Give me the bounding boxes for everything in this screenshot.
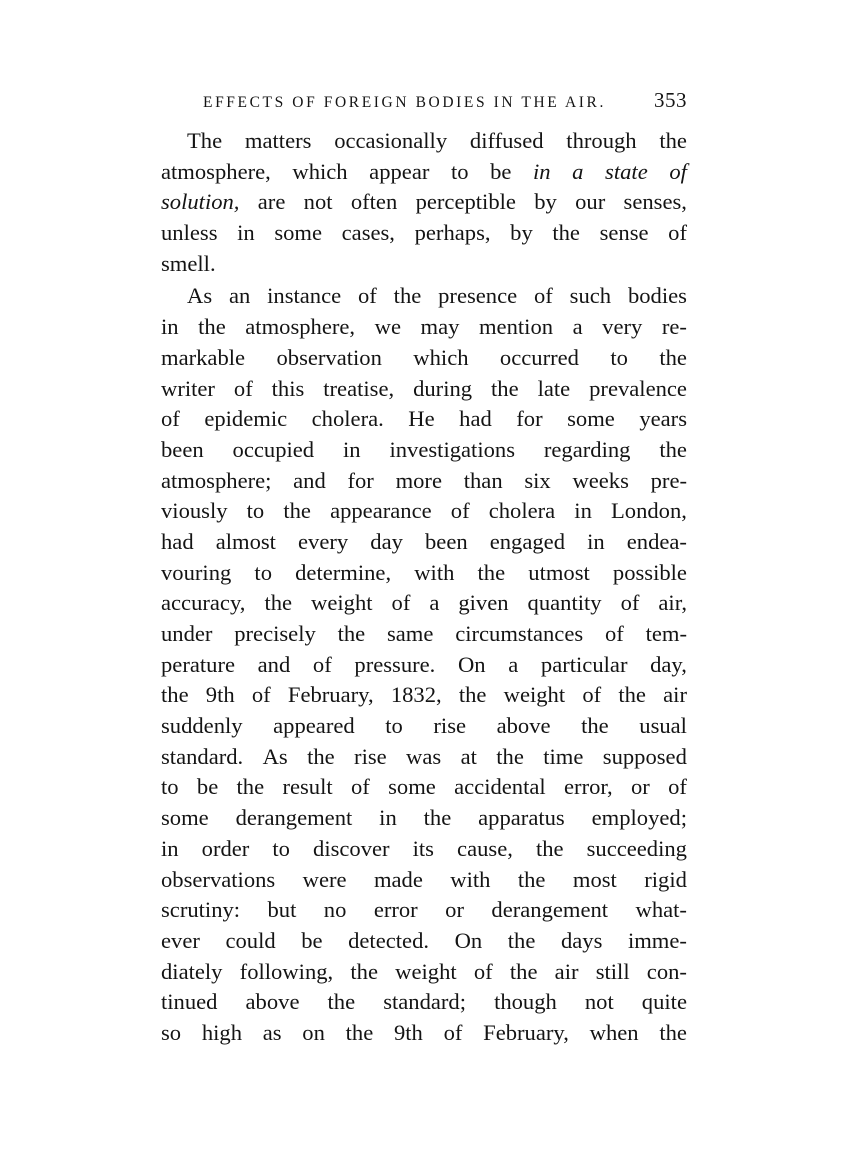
word: of <box>668 220 687 246</box>
text-line <box>161 803 687 834</box>
word: during <box>413 375 473 401</box>
text-line <box>161 527 687 558</box>
word: in <box>343 436 361 462</box>
word: error, <box>564 774 613 800</box>
word: in <box>533 158 551 184</box>
text-line <box>161 987 687 1018</box>
word: the <box>507 927 536 953</box>
word: a <box>572 158 584 184</box>
word: the <box>659 344 687 370</box>
word: its <box>412 835 434 861</box>
body-text <box>161 126 687 1049</box>
word: of <box>534 283 553 309</box>
word: of <box>604 621 624 646</box>
paragraph <box>161 281 687 1048</box>
text-line <box>161 187 687 218</box>
word: cholera. <box>311 406 384 432</box>
word: solution, <box>161 189 240 215</box>
word: to <box>246 498 265 524</box>
word: were <box>302 866 347 892</box>
word: by <box>534 189 557 215</box>
word: in <box>574 498 592 524</box>
text-line <box>161 619 687 650</box>
word: than <box>463 467 503 493</box>
word: for <box>347 467 374 493</box>
word: As <box>262 743 288 769</box>
word: of <box>473 958 493 984</box>
word: a <box>572 314 583 340</box>
word: a <box>508 651 519 677</box>
word: mention <box>478 314 554 340</box>
text-line <box>161 711 687 742</box>
word: of <box>668 774 687 800</box>
word: appeared <box>273 713 355 739</box>
word: imme- <box>627 927 687 953</box>
word: the <box>552 220 580 246</box>
word: years <box>639 406 687 432</box>
word: day, <box>650 651 687 677</box>
word: of <box>620 590 640 616</box>
word: appear <box>369 158 430 184</box>
word: particular <box>540 651 628 677</box>
word: endea- <box>626 528 687 554</box>
word: precisely <box>234 621 316 646</box>
paragraph <box>161 126 687 279</box>
word: tem- <box>645 621 687 646</box>
word: to <box>254 559 272 585</box>
word: the <box>327 989 356 1015</box>
word: epidemic <box>204 406 288 432</box>
word: the <box>337 621 366 646</box>
word: in <box>587 528 605 554</box>
word: the <box>517 866 546 892</box>
word: possible <box>612 559 687 585</box>
word: utmost <box>528 559 590 585</box>
word: the <box>659 1019 687 1045</box>
word: detected. <box>348 927 430 953</box>
word: to <box>385 713 403 739</box>
word: day <box>370 528 403 554</box>
word: air <box>663 682 687 708</box>
word: the <box>581 713 609 739</box>
word: of <box>233 375 253 401</box>
word: occasionally <box>334 128 448 153</box>
word: high <box>201 1019 242 1045</box>
word: for <box>516 406 543 432</box>
word: derangement <box>235 805 353 831</box>
word: rise <box>354 743 387 769</box>
word: the <box>283 498 311 524</box>
word: vouring <box>161 559 232 585</box>
word: be <box>196 774 219 800</box>
word: rise <box>433 713 467 739</box>
word: six <box>524 467 551 493</box>
word: no <box>323 897 347 923</box>
word: given <box>458 590 509 616</box>
word: our <box>575 189 606 215</box>
word: standard; <box>383 989 467 1015</box>
text-line <box>161 680 687 711</box>
word: air <box>554 958 579 984</box>
text-line <box>161 435 687 466</box>
word: the <box>236 774 265 800</box>
word: in <box>379 805 397 831</box>
word: days <box>560 927 603 953</box>
word: some <box>161 805 209 831</box>
word: or <box>630 774 650 800</box>
word: occupied <box>232 436 315 462</box>
word: scrutiny: <box>161 897 241 923</box>
text-line <box>161 926 687 957</box>
text-line <box>161 496 687 527</box>
word: by <box>510 220 533 246</box>
word: the <box>535 835 564 861</box>
word: may <box>420 314 460 340</box>
word: some <box>388 774 436 800</box>
word: treatise, <box>323 375 395 401</box>
text-line <box>161 558 687 589</box>
word: cases, <box>341 220 395 246</box>
word: quantity <box>527 590 602 616</box>
word: had <box>161 528 194 554</box>
word: perceptible <box>415 189 516 215</box>
word: perature <box>161 651 236 677</box>
word: diately <box>161 958 223 984</box>
word: weight <box>311 590 373 616</box>
word: apparatus <box>478 805 565 831</box>
word: of <box>443 1019 463 1045</box>
text-line <box>161 343 687 374</box>
word: determine, <box>295 559 392 585</box>
word: atmosphere, <box>161 158 271 184</box>
word: and <box>257 651 291 677</box>
word: been <box>161 436 204 462</box>
word: the <box>477 559 506 585</box>
word: more <box>395 467 442 493</box>
word: be <box>301 927 323 953</box>
word: He <box>408 406 435 432</box>
word: every <box>298 528 349 554</box>
word: atmosphere, <box>245 314 356 340</box>
word: suddenly <box>161 713 243 739</box>
word: presence <box>438 283 518 309</box>
word: prevalence <box>589 375 687 401</box>
word: the <box>198 314 226 340</box>
word: not <box>584 989 614 1015</box>
word: the <box>393 283 422 309</box>
word: writer <box>161 375 215 401</box>
word: could <box>225 927 276 953</box>
word: tinued <box>161 989 218 1015</box>
word: an <box>228 283 251 309</box>
word: with <box>450 866 491 892</box>
word: this <box>271 375 305 401</box>
word: On <box>457 651 486 677</box>
word: viously <box>161 498 228 524</box>
word: diffused <box>469 128 544 153</box>
word: at <box>460 743 477 769</box>
word: to <box>272 835 290 861</box>
word: the <box>458 682 487 708</box>
word: as <box>262 1019 282 1045</box>
word: cause, <box>457 835 513 861</box>
word: result <box>282 774 333 800</box>
word: late <box>537 375 571 401</box>
word: markable <box>161 344 246 370</box>
word: a <box>429 590 440 616</box>
text-line <box>161 466 687 497</box>
word: perhaps, <box>414 220 491 246</box>
word: so <box>161 1019 182 1045</box>
word: supposed <box>602 743 687 769</box>
word: bodies <box>627 283 687 309</box>
word: employed; <box>591 805 687 831</box>
word: London, <box>610 498 687 524</box>
word: con- <box>646 958 687 984</box>
word: are <box>257 189 286 215</box>
text-line <box>161 249 687 280</box>
word: when <box>589 1019 639 1045</box>
word: the <box>509 958 538 984</box>
text-line <box>161 588 687 619</box>
word: observations <box>161 866 276 892</box>
word: ever <box>161 927 200 953</box>
word: still <box>595 958 630 984</box>
word: rigid <box>644 866 687 892</box>
word: been <box>425 528 468 554</box>
word: but <box>267 897 297 923</box>
word: the <box>350 958 378 984</box>
text-line <box>161 281 687 312</box>
word: in <box>237 220 255 246</box>
word: of <box>251 682 271 708</box>
word: on <box>302 1019 325 1045</box>
word: accidental <box>454 774 546 800</box>
word: circumstances <box>455 621 584 646</box>
word: regarding <box>543 436 631 462</box>
word: in <box>161 835 179 861</box>
word: what- <box>635 897 687 923</box>
word: same <box>386 621 434 646</box>
text-line <box>161 312 687 343</box>
word: through <box>566 128 637 153</box>
word: order <box>201 835 250 861</box>
word: to <box>161 774 179 800</box>
word: was <box>406 743 442 769</box>
word: time <box>543 743 584 769</box>
word: the <box>659 128 687 153</box>
word: succeeding <box>586 835 687 861</box>
text-line <box>161 650 687 681</box>
word: investigations <box>389 436 515 462</box>
word: which <box>292 158 348 184</box>
word: error <box>373 897 418 923</box>
text-line <box>161 374 687 405</box>
word: though <box>494 989 557 1015</box>
running-head-title: EFFECTS OF FOREIGN BODIES IN THE AIR. <box>203 94 606 111</box>
word: of <box>450 498 470 524</box>
word: As <box>187 283 213 309</box>
word: of <box>161 406 180 432</box>
word: of <box>391 590 411 616</box>
text-line <box>161 1018 687 1049</box>
word: 1832, <box>390 682 442 708</box>
text-line <box>161 126 687 157</box>
word: often <box>350 189 398 215</box>
text-line <box>161 742 687 773</box>
word: of <box>669 158 687 184</box>
word: made <box>373 866 423 892</box>
word: 9th <box>205 682 235 708</box>
word: following, <box>239 958 334 984</box>
word: the <box>491 375 519 401</box>
word: February, <box>483 1019 569 1045</box>
word: the <box>618 682 646 708</box>
word: to <box>610 344 628 370</box>
word: atmosphere; <box>161 467 272 493</box>
word: appearance <box>330 498 432 524</box>
word: state <box>605 158 648 184</box>
word: smell. <box>161 250 216 276</box>
word: had <box>459 406 492 432</box>
word: weeks <box>572 467 629 493</box>
word: the <box>423 805 452 831</box>
word: senses, <box>623 189 687 215</box>
word: occurred <box>499 344 579 370</box>
word: standard. <box>161 743 244 769</box>
word: above <box>496 713 551 739</box>
word: of <box>312 651 332 677</box>
word: February, <box>287 682 374 708</box>
text-line <box>161 218 687 249</box>
word: pre- <box>650 467 687 493</box>
word: weight <box>503 682 566 708</box>
word: 9th <box>393 1019 423 1045</box>
text-line <box>161 895 687 926</box>
word: we <box>374 314 401 340</box>
word: accuracy, <box>161 590 246 616</box>
word: cholera <box>488 498 556 524</box>
word: to <box>450 158 469 184</box>
text-line <box>161 772 687 803</box>
text-line <box>161 157 687 188</box>
word: not <box>303 189 333 215</box>
word: some <box>274 220 323 246</box>
word: of <box>350 774 370 800</box>
word: the <box>264 590 293 616</box>
word: air, <box>658 590 687 616</box>
word: and <box>293 467 326 493</box>
word: almost <box>215 528 276 554</box>
word: pressure. <box>354 651 436 677</box>
word: the <box>659 436 687 462</box>
word: re- <box>661 314 687 340</box>
word: On <box>454 927 483 953</box>
word: usual <box>639 713 687 739</box>
text-line <box>161 834 687 865</box>
word: engaged <box>489 528 566 554</box>
running-head <box>203 88 687 126</box>
word: above <box>245 989 300 1015</box>
word: matters <box>244 128 312 153</box>
word: the <box>345 1019 374 1045</box>
word: in <box>161 314 179 340</box>
text-line <box>161 865 687 896</box>
text-line <box>161 957 687 988</box>
word: The <box>187 128 223 153</box>
word: very <box>602 314 643 340</box>
word: some <box>567 406 615 432</box>
word: the <box>307 743 335 769</box>
word: the <box>496 743 524 769</box>
word: discover <box>313 835 390 861</box>
word: under <box>161 621 213 646</box>
word: which <box>413 344 469 370</box>
text-line <box>161 404 687 435</box>
word: be <box>490 158 512 184</box>
word: observation <box>276 344 382 370</box>
word: the <box>161 682 189 708</box>
word: with <box>414 559 455 585</box>
page-number: 353 <box>654 88 687 112</box>
word: of <box>358 283 377 309</box>
word: sense <box>599 220 649 246</box>
word: derangement <box>491 897 609 923</box>
word: such <box>569 283 612 309</box>
word: quite <box>641 989 687 1015</box>
book-page <box>161 88 687 1049</box>
word: of <box>582 682 602 708</box>
word: instance <box>267 283 342 309</box>
word: unless <box>161 220 218 246</box>
word: or <box>445 897 464 923</box>
word: weight <box>395 958 457 984</box>
word: most <box>572 866 617 892</box>
